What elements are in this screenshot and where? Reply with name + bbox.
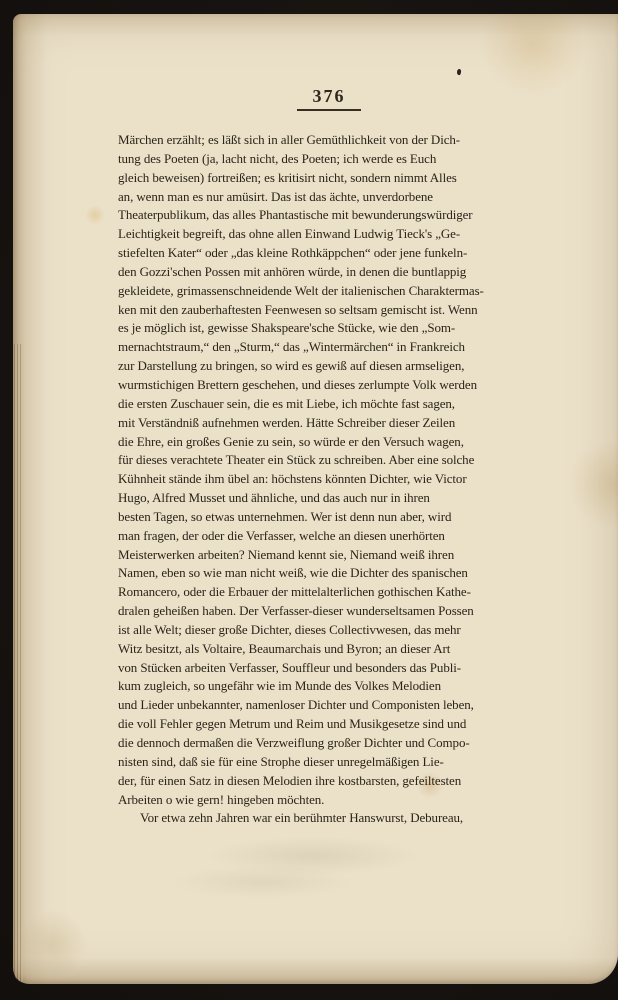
text-line: Witz besitzt, als Voltaire, Beaumarchais und Byron; an dieser Art [118,640,451,656]
text-line: man fragen, der oder die Verfasser, welche an diesen unerhörten [118,527,445,543]
text-line: die Ehre, ein großes Genie zu sein, so würde er den Versuch wagen, [118,433,464,449]
text-line: wurmstichigen Brettern geschehen, und dieses zerlumpte Volk werden [118,376,477,392]
text-line: kum zugleich, so ungefähr wie im Munde des Volkes Melodien [118,678,441,694]
text-line: mit Verständniß aufnehmen werden. Hätte Schreiber dieser Zeilen [118,414,456,430]
text-line: Meisterwerken arbeiten? Niemand kennt sie, Niemand weiß ihren [118,546,455,562]
text-line: Theaterpublikum, das alles Phantastische mit bewunderungswürdiger [118,207,473,223]
page-number-rule [297,109,361,111]
page-number: 376 [312,86,346,106]
text-line: ist alle Welt; dieser große Dichter, dieses Collectivwesen, das mehr [118,621,461,637]
text-line: der, für einen Satz in diesen Melodien ihre kostbarsten, gefeiltesten [118,772,462,788]
text-line: Romancero, oder die Erbauer der mittelalterlichen gothischen Kathe- [118,584,471,600]
text-line: stiefelten Kater“ oder „das kleine Rothkäppchen“ oder jene funkeln- [118,245,468,261]
text-line: Hugo, Alfred Musset und ähnliche, und das auch nur in ihren [118,490,430,506]
text-line: tung des Poeten (ja, lacht nicht, des Poeten; ich werde es Euch [118,150,437,166]
text-line: für dieses verachtete Theater ein Stück zu schreiben. Aber eine solche [118,452,475,468]
text-line: und Lieder unbekannter, namenloser Dichter und Componisten leben, [118,697,474,713]
text-line: Arbeiten o wie gern! hingeben möchten. [118,791,325,807]
text-line: Leichtigkeit begreift, das ohne allen Einwand Ludwig Tieck's „Ge- [118,226,461,242]
text-line: Märchen erzählt; es läßt sich in aller Gemüthlichkeit von der Dich- [118,132,461,147]
text-line: dralen geheißen haben. Der Verfasser-dieser wunderseltsamen Possen [118,603,474,619]
text-line: Vor etwa zehn Jahren war ein berühmter Hanswurst, Debureau, [140,810,464,826]
text-line: an, wenn man es nur amüsirt. Das ist das ächte, unverdorbene [118,188,433,204]
text-line: gleich beweisen) fortreißen; es kritisirt nicht, sondern nimmt Alles [118,169,457,185]
text-line: besten Tagen, so etwas unternehmen. Wer ist denn nun aber, wird [118,508,452,524]
text-line: Kühnheit stände ihm übel an: höchstens könnten Dichter, wie Victor [118,471,467,487]
book-page [13,14,618,984]
text-line: gekleidete, grimassenschneidende Welt der italienischen Charaktermas- [118,282,484,298]
text-line: es je möglich ist, gewisse Shakspeare'sche Stücke, wie den „Som- [118,320,456,336]
text-line: Namen, eben so wie man nicht weiß, wie die Dichter des spanischen [118,565,468,581]
text-line: zur Darstellung zu bringen, so wird es gewiß auf diesen armseligen, [118,358,465,374]
text-line: mernachtstraum,“ den „Sturm,“ das „Wintermärchen“ in Frankreich [118,339,465,355]
text-line: von Stücken arbeiten Verfasser, Souffleur und besonders das Publi- [118,659,461,675]
page-edge-stack [14,344,23,982]
text-line: die dennoch dermaßen die Verzweiflung großer Dichter und Compo- [118,735,470,750]
page-header [118,86,522,111]
text-line: nisten sind, daß sie für eine Strophe dieser unregelmäßigen Lie- [118,753,444,769]
text-line: ken mit den zauberhaftesten Feenwesen so seltsam gemischt ist. Wenn [118,301,478,317]
text-line: die voll Fehler gegen Metrum und Reim und Musikgesetze sind und [118,716,467,732]
text-line: den Gozzi'schen Possen mit anhören würde, in denen die buntlappig [118,263,467,279]
text-line: die ersten Zuschauer sein, die es mit Liebe, ich möchte fast sagen, [118,395,455,411]
page-text [118,131,522,828]
ink-speck [456,69,461,76]
